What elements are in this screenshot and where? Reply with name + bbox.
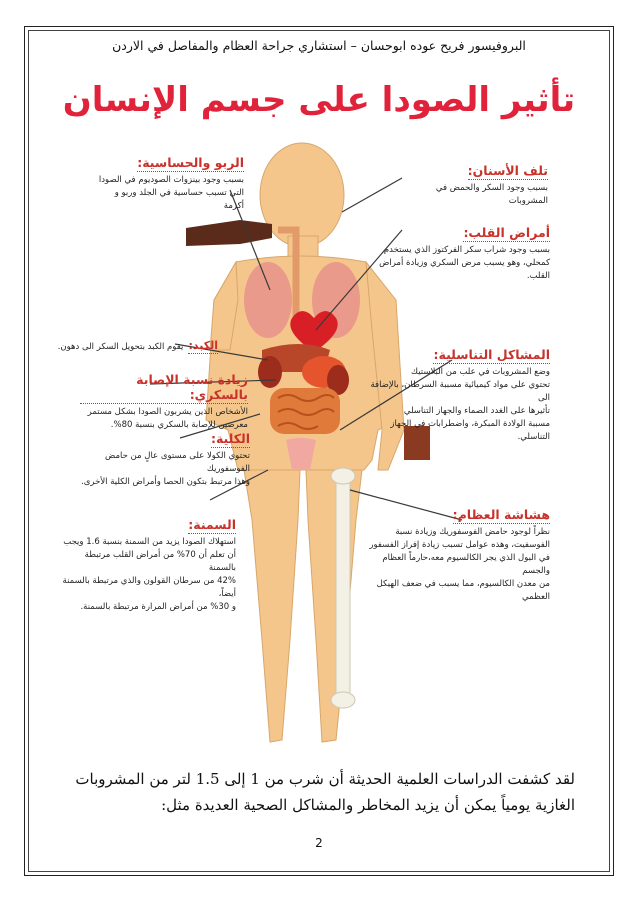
panel-kidney-heading: الكلية: xyxy=(210,431,250,446)
panel-obesity-line: 42% من سرطان القولون والذي مرتبطة بالسمنة أيضاً، xyxy=(62,576,236,599)
panel-reproductive xyxy=(360,344,550,444)
panel-obesity-heading: السمنة: xyxy=(188,517,236,532)
panel-kidney xyxy=(60,428,250,489)
page-header: البروفيسور فريح عوده ابوحسان – استشاري جراحة العظام والمفاصل في الاردن xyxy=(112,38,526,53)
panel-teeth xyxy=(400,160,548,208)
panel-teeth-heading: تلف الأسنان: xyxy=(467,163,548,178)
panel-reproductive-line: تأثيرها على الغدد الصماء والجهاز التناسلي xyxy=(403,406,550,416)
panel-diabetes-heading: زيادة نسبة الإصابة بالسكري: xyxy=(80,372,248,404)
panel-teeth-line: بسبب وجود السكر والحمض في المشروبات xyxy=(435,183,548,206)
panel-asthma xyxy=(94,152,244,213)
panel-obesity-line: و 30% من أمراض المرارة مرتبطة بالسمنة. xyxy=(80,602,236,612)
body-paragraph-line: الغازية يومياً يمكن أن يزيد المخاطر والمشاكل الصحية العديدة مثل: xyxy=(161,796,575,814)
panel-reproductive-line: تحتوي على مواد كيميائية مسببة السرطان، بالإضافة الى xyxy=(370,380,550,403)
panel-obesity-line: أن تعلم أن 70% من أمراض القلب مرتبطة بالسمنة xyxy=(84,550,236,573)
panel-bones-line: من معدن الكالسيوم، مما يسبب في ضعف الهيكل العظمي xyxy=(376,579,550,602)
body-paragraph-line: لقد كشفت الدراسات العلمية الحديثة أن شرب من 1 إلى 1.5 لتر من المشروبات xyxy=(75,770,575,788)
panel-heart-line: كمحلي، وهو يسبب مرض السكري وزيادة أمراض القلب. xyxy=(379,258,550,281)
panel-reproductive-line: وضع المشروبات في علب من البلاستيك xyxy=(411,367,550,377)
panel-asthma-heading: الربو والحساسية: xyxy=(137,155,244,170)
panel-heart xyxy=(366,222,550,283)
panel-diabetes-line: معرضين للإصابة بالسكري بنسبة 80%. xyxy=(110,420,248,430)
panel-heart-line: بسبب وجود شراب سكر الفركتوز الذي يستخدم xyxy=(383,245,550,255)
panel-bones xyxy=(356,504,550,604)
panel-liver-line: يقوم الكبد بتحويل السكر الى دهون. xyxy=(57,342,184,352)
infographic-title: تأثير الصودا على جسم الإنسان xyxy=(62,80,576,120)
panel-liver-heading: الكبد: xyxy=(188,339,218,352)
panel-diabetes xyxy=(80,372,248,432)
panel-heart-heading: أمراض القلب: xyxy=(463,225,550,240)
panel-liver xyxy=(40,334,218,356)
page-number: 2 xyxy=(315,836,323,850)
panel-asthma-line: بسبب وجود بينزوات الصوديوم في الصودا xyxy=(98,175,244,185)
panel-kidney-line: وهذا مرتبط بتكون الحصا وأمراض الكلية الأخرى. xyxy=(81,477,250,487)
panel-bones-line: في البول الذي يجر الكالسيوم معه،حارماً العظام والجسم xyxy=(382,553,550,576)
panel-reproductive-heading: المشاكل التناسلية: xyxy=(433,347,550,362)
panel-reproductive-line: مسببة الولادة المبكرة، واضطرابات في الجهاز التناسلي. xyxy=(390,419,550,442)
panel-obesity-line: استهلاك الصودا يزيد من السمنة بنسبة 1.6 ويجب xyxy=(63,537,236,547)
panel-bones-line: نظراً لوجود حامض الفوسفوريك وزيادة نسبة xyxy=(395,527,550,537)
panel-bones-line: الفوسفيت، وهذه عوامل تسبب زيادة إفراز الفسفور xyxy=(369,540,550,550)
panel-bones-heading: هشاشة العظام: xyxy=(452,507,550,522)
panel-asthma-line: التي تسبب حساسية في الجلد وربو و أكزمة xyxy=(114,188,244,211)
soda-bottle xyxy=(186,220,272,246)
panel-kidney-line: تحتوي الكولا على مستوى عالٍ من حامض الفوسفوريك xyxy=(105,451,250,474)
panel-obesity xyxy=(56,514,236,614)
panel-diabetes-line: الأشخاص الذين يشربون الصودا بشكل مستمر xyxy=(87,407,248,417)
